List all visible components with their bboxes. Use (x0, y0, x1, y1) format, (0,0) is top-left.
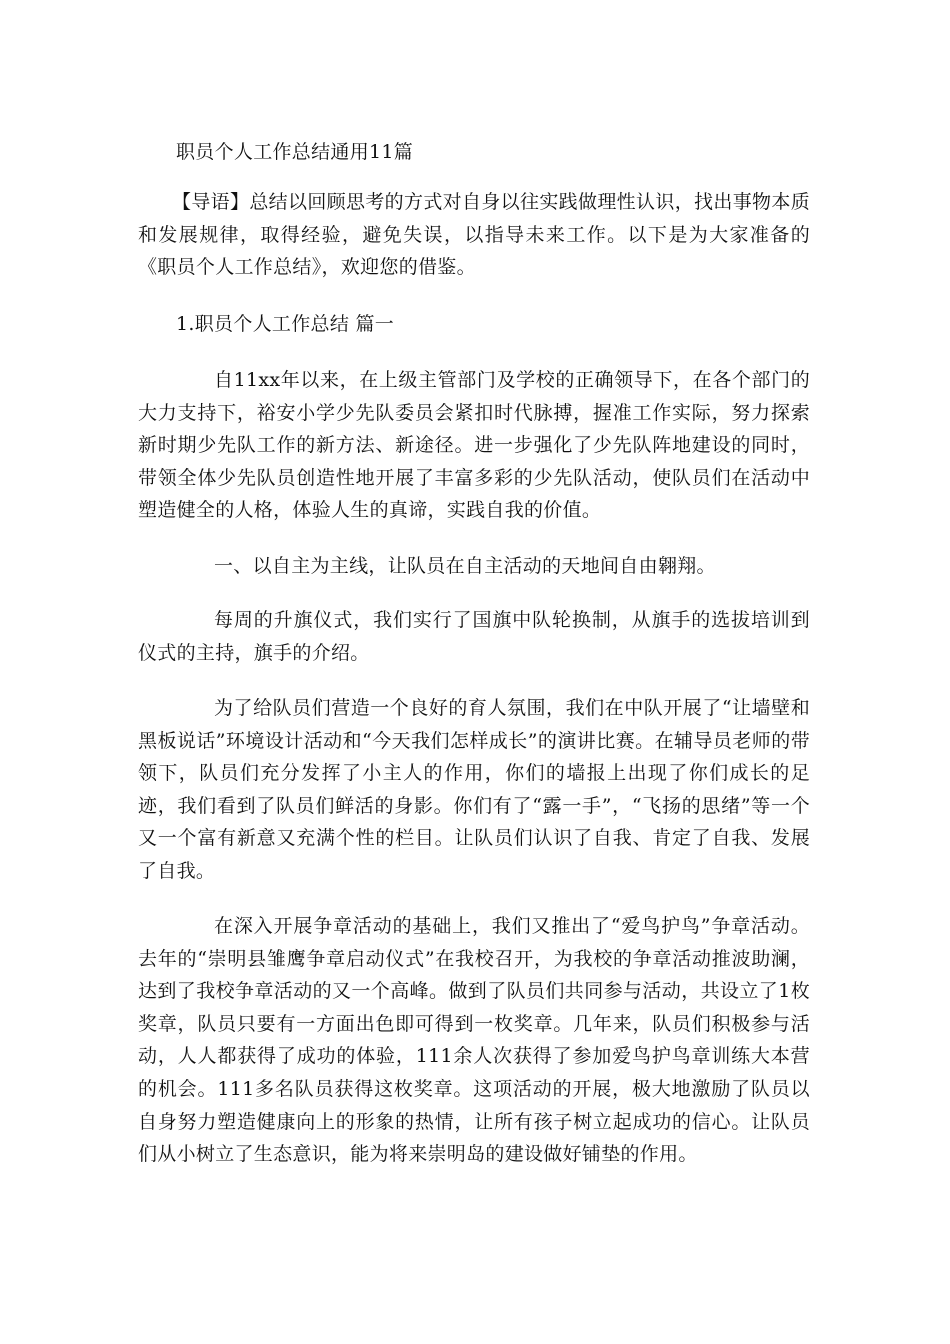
section-heading: 1.职员个人工作总结 篇一 (176, 313, 395, 335)
body-paragraph: 自11xx年以来，在上级主管部门及学校的正确领导下，在各个部门的大力支持下，裕安小学少先队委员会紧扣时代脉搏，握准工作实际，努力探索新时期少先队工作的新方法、新途径。进一步强化了少先队阵地建设的同时，带领全体少先队员创造性地开展了丰富多彩的少先队活动，使队员们在活动中塑造健全的人格，体验人生的真谛，实践自我的价值。 (138, 369, 810, 522)
body-paragraph: 为了给队员们营造一个良好的育人氛围，我们在中队开展了“让墙壁和黑板说话”环境设计活动和“今天我们怎样成长”的演讲比赛。在辅导员老师的带领下，队员们充分发挥了小主人的作用，你们的墙报上出现了你们成长的足迹，我们看到了队员们鲜活的身影。你们有了“露一手”，“飞扬的思绪”等一个又一个富有新意又充满个性的栏目。让队员们认识了自我、肯定了自我、发展了自我。 (138, 697, 810, 882)
intro-paragraph: 【导语】总结以回顾思考的方式对自身以往实践做理性认识，找出事物本质和发展规律，取得经验，避免失误，以指导未来工作。以下是为大家准备的《职员个人工作总结》，欢迎您的借鉴。 (138, 191, 810, 279)
body-paragraph: 在深入开展争章活动的基础上，我们又推出了“爱鸟护鸟”争章活动。去年的“崇明县雏鹰争章启动仪式”在我校召开，为我校的争章活动推波助澜，达到了我校争章活动的又一个高峰。做到了队员们共同参与活动，共设立了1枚奖章，队员只要有一方面出色即可得到一枚奖章。几年来，队员们积极参与活动，人人都获得了成功的体验，111余人次获得了参加爱鸟护鸟章训练大本营的机会。111多名队员获得这枚奖章。这项活动的开展，极大地激励了队员以自身努力塑造健康向上的形象的热情，让所有孩子树立起成功的信心。让队员们从小树立了生态意识，能为将来崇明岛的建设做好铺垫的作用。 (138, 915, 810, 1166)
document-title: 职员个人工作总结通用11篇 (176, 141, 414, 163)
subheading-paragraph: 一、以自主为主线，让队员在自主活动的天地间自由翱翔。 (214, 555, 716, 577)
body-paragraph: 每周的升旗仪式，我们实行了国旗中队轮换制，从旗手的选拔培训到仪式的主持，旗手的介绍。 (138, 609, 810, 664)
